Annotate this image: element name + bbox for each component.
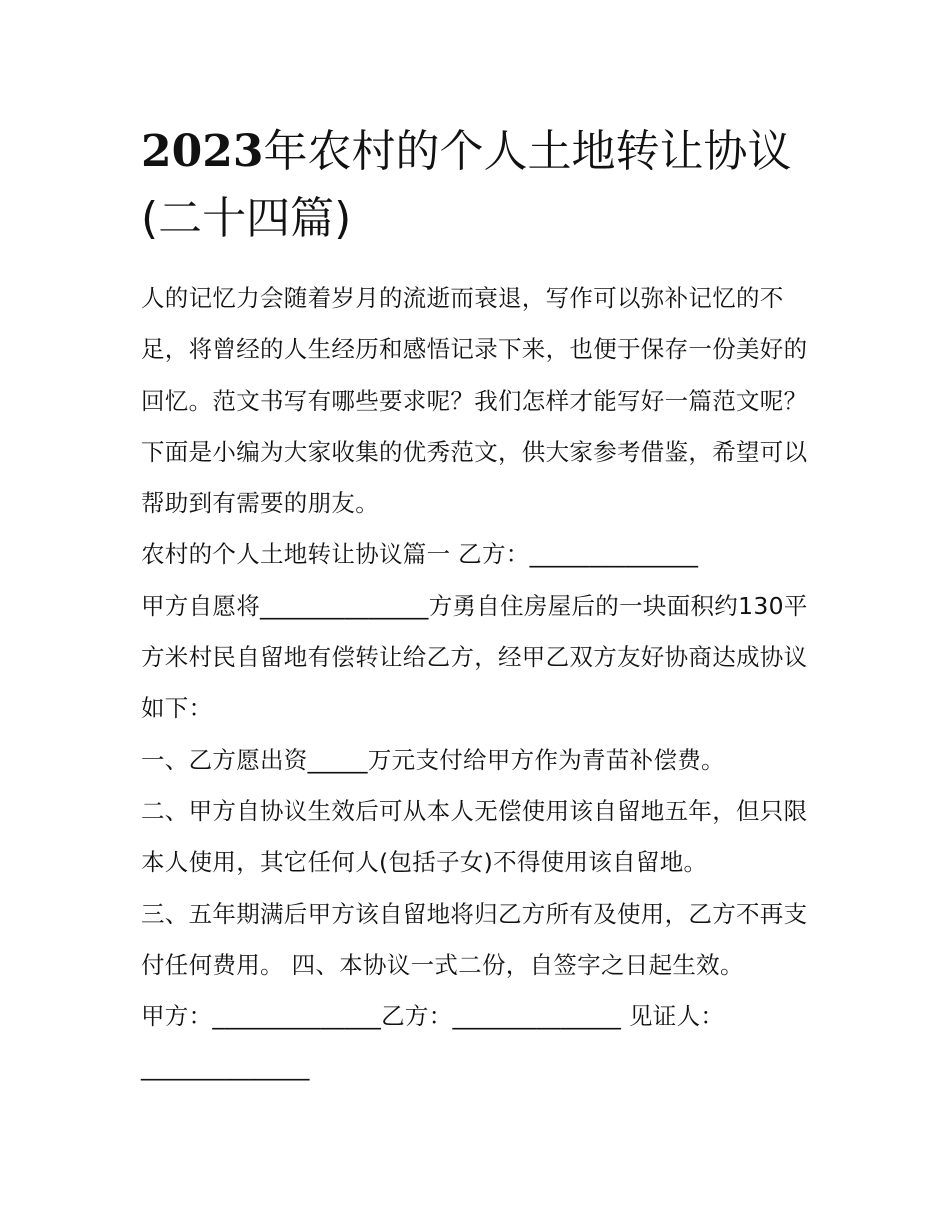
transfer-paragraph: 甲方自愿将______________方勇自住房屋后的一块面积约130平方米村民自留地有偿转让给乙方，经甲乙双方友好协商达成协议如下： (141, 591, 808, 723)
intro-paragraph: 人的记忆力会随着岁月的流逝而衰退，写作可以弥补记忆的不足，将曾经的人生经历和感悟记录下来，也便于保存一份美好的回忆。范文书写有哪些要求呢？我们怎样才能写好一篇范文呢？下面是小编为大家收集的优秀范文，供大家参考借鉴，希望可以帮助到有需要的朋友。 (141, 284, 808, 518)
title-year: 2023 (141, 126, 264, 177)
title-text: 年农村的个人土地转让协议(二十四篇) (141, 126, 792, 244)
agreement-heading-line: 农村的个人土地转让协议篇一 乙方：______________ (141, 540, 699, 569)
clause-two: 二、甲方自协议生效后可从本人无偿使用该自留地五年，但只限本人使用，其它任何人(包括子女)不得使用该自留地。 (141, 796, 808, 877)
clause-three-four: 三、五年期满后甲方该自留地将归乙方所有及使用，乙方不再支付任何费用。 四、本协议一式二份，自签字之日起生效。 (141, 899, 808, 979)
document-page (141, 118, 813, 1094)
clause-one: 一、乙方愿出资_____万元支付给甲方作为青苗补偿费。 (141, 745, 725, 774)
signature-line: 甲方：______________乙方：______________ 见证人：______________ (141, 1002, 725, 1082)
document-title (141, 118, 813, 252)
